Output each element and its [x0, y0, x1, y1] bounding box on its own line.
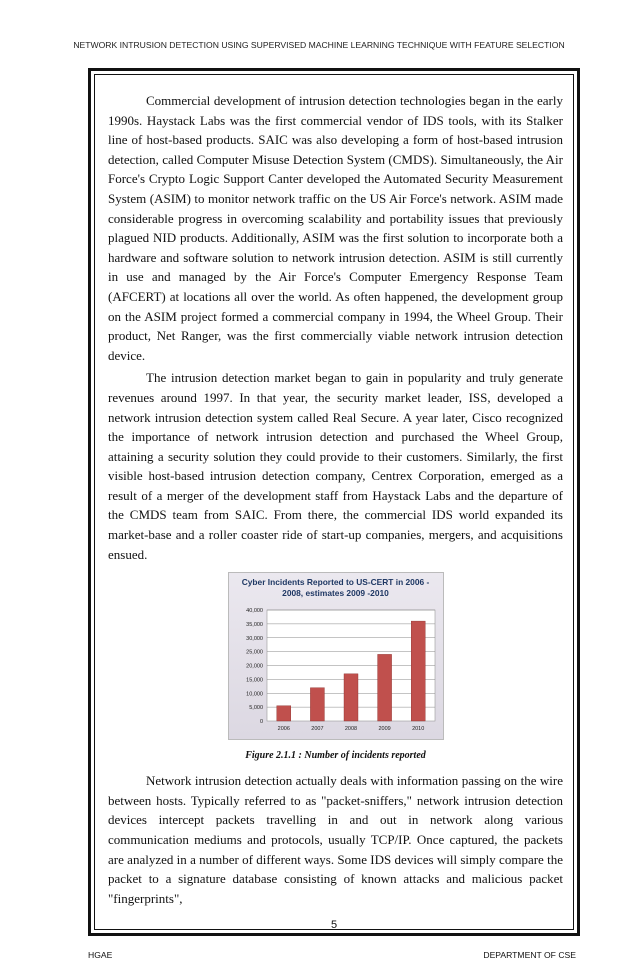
x-tick-label: 2008	[344, 726, 357, 733]
page-border	[88, 68, 580, 936]
page-number: 5	[330, 919, 338, 932]
footer-left: HGAE	[88, 950, 113, 960]
x-tick-label: 2010	[411, 726, 424, 733]
y-tick-label: 10,000	[245, 691, 263, 698]
bar-2006	[276, 706, 290, 721]
footer-right: DEPARTMENT OF CSE	[483, 950, 576, 960]
paragraph: Network intrusion detection actually deals with information passing on the wire between hosts. Typically referred to as "packet-sniffers," network intrusion detection devices intercept packets travelling in and out in network along various communication mediums and protocols, usually TCP/IP. Once captured, the packets are analyzed in a number of different ways. Some IDS devices will simply compare the packet to a signature database consisting of known attacks and malicious packet "fingerprints",	[108, 773, 563, 906]
x-tick-label: 2009	[377, 726, 391, 733]
body-content	[91, 71, 577, 911]
y-tick-label: 15,000	[245, 677, 263, 684]
page-footer	[88, 950, 576, 960]
paragraph: The intrusion detection market began to gain in popularity and truly generate revenues around 1997. In that year, the security market leader, ISS, developed a network intrusion detection system called Real Secure. A year later, Cisco recognized the importance of network intrusion detection and purchased the Wheel Group, attaining a security solution they could provide to their customers. Similarly, the first visible host-based intrusion detection company, Centrex Corporation, emerged as a result of a merger of the development staff from Haystack Labs and the departure of the CMDS team from SAIC. From there, the commercial IDS world expanded its market-base and a roller coaster ride of start-up companies, mergers, and acquisitions ensued.	[108, 370, 563, 562]
chart-plot	[229, 573, 443, 739]
y-tick-label: 30,000	[245, 636, 263, 642]
running-header: NETWORK INTRUSION DETECTION USING SUPERVISED MACHINE LEARNING TECHNIQUE WITH FEATURE SELECTION	[73, 40, 565, 50]
y-tick-label: 20,000	[245, 663, 263, 670]
figure-caption: Figure 2.1.1 : Number of incidents reported	[245, 750, 426, 762]
chart-title: Cyber Incidents Reported to US-CERT in 2006 - 2008, estimates 2009 -2010	[241, 577, 430, 599]
bar-2010	[411, 621, 425, 721]
y-tick-label: 0	[259, 719, 263, 726]
paragraph: Commercial development of intrusion detection technologies began in the early 1990s. Haystack Labs was the first commercial vendor of IDS tools, with its Stalker line of host-based products. SAIC was also developing a form of host-based intrusion detection, called Computer Misuse Detection System (CMDS). Simultaneously, the Air Force's Crypto Logic Support Canter developed the Automated Security Measurement System (ASIM) to monitor network traffic on the US Air Force's network. ASIM made considerable progress in overcoming scalability and portability issues that previously plagued NID products. Additionally, ASIM was the first solution to incorporate both a hardware and software solution to network intrusion detection. ASIM is still currently in use and managed by the Air Force's Computer Emergency Response Team (AFCERT) at locations all over the world. As often happened, the development group on the ASIM project formed a commercial company in 1994, the Wheel Group. Their product, Net Ranger, was the first commercially viable network intrusion detection device.	[108, 93, 563, 363]
incidents-chart	[228, 572, 444, 740]
y-tick-label: 5,000	[248, 705, 263, 712]
bar-2009	[377, 655, 391, 722]
bar-2008	[344, 674, 358, 721]
bar-2007	[310, 688, 324, 721]
y-tick-label: 40,000	[245, 608, 263, 615]
y-tick-label: 35,000	[245, 622, 263, 629]
x-tick-label: 2007	[310, 726, 324, 733]
x-tick-label: 2006	[277, 726, 290, 733]
y-tick-label: 25,000	[245, 649, 263, 656]
